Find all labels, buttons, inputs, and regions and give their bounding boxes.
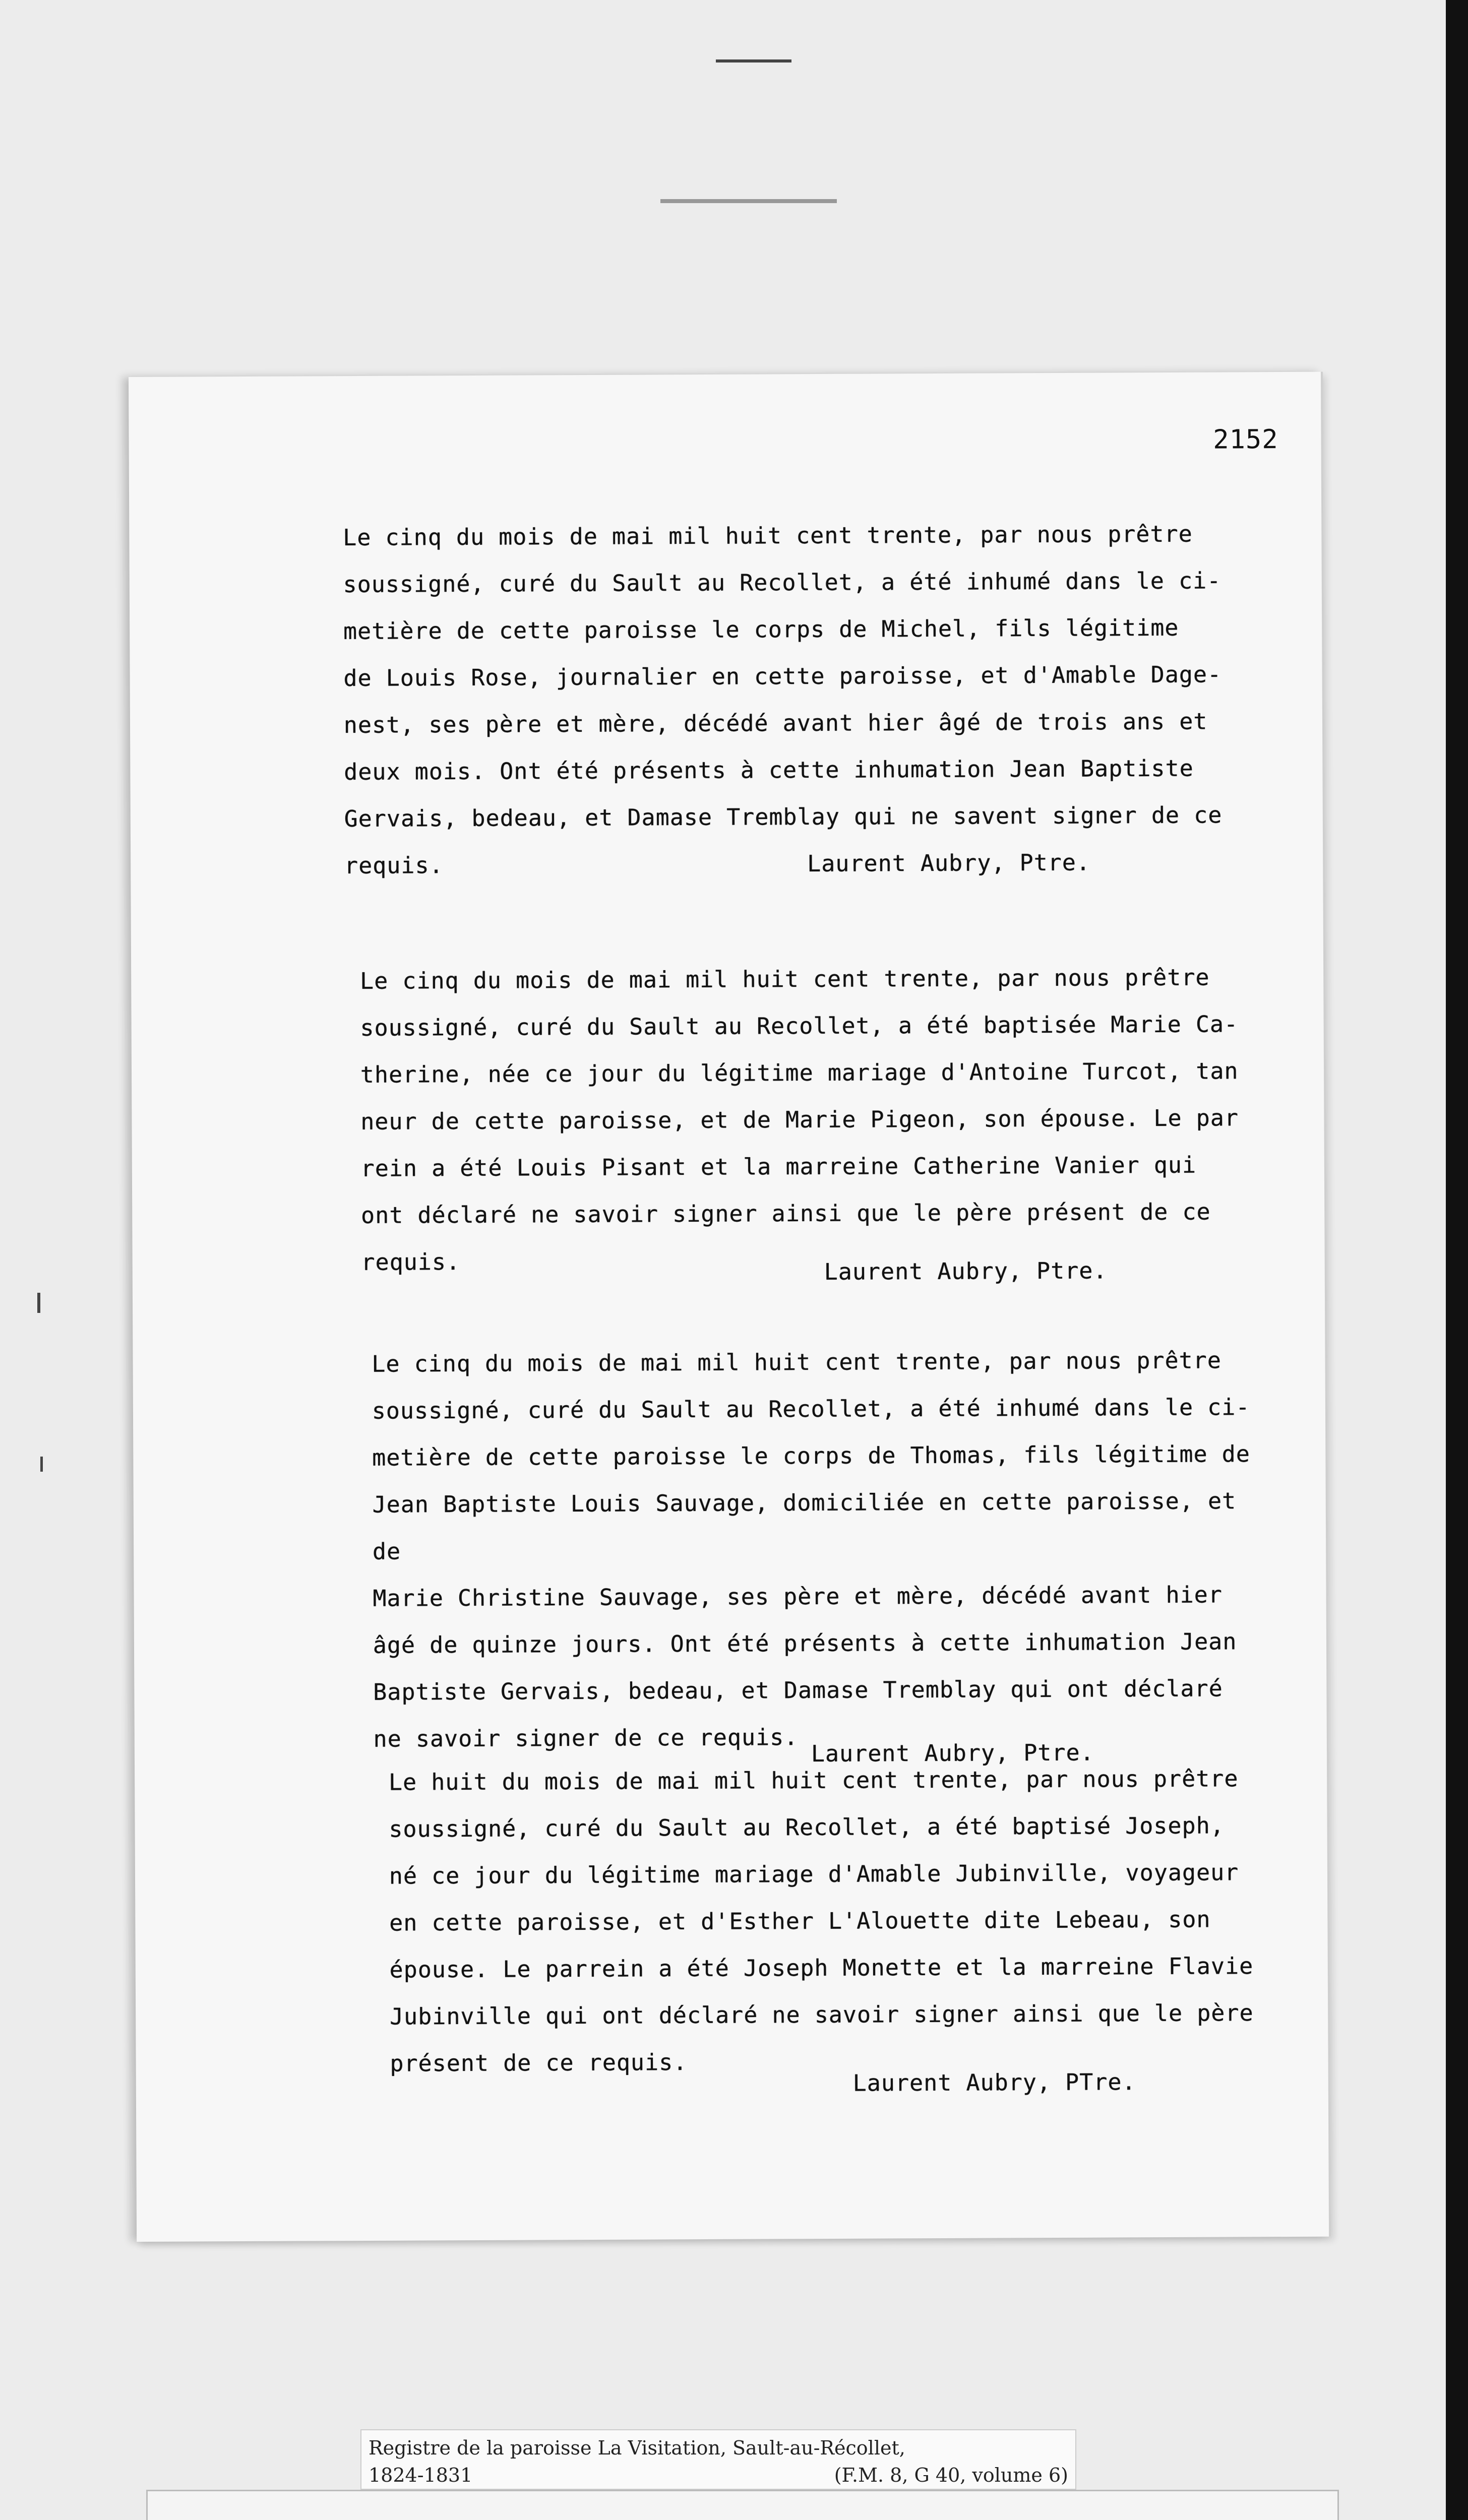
entry-line: en cette paroisse, et d'Esther L'Alouette dite Lebeau, son — [389, 1906, 1211, 1936]
entry-line: soussigné, curé du Sault au Recollet, a été inhumé dans le ci- — [343, 567, 1221, 598]
public-archives-stamp — [146, 2490, 1339, 2520]
entry-line: épouse. Le parrein a été Joseph Monette et la marreine Flavie — [389, 1952, 1254, 1983]
entry-line: âgé de quinze jours. Ont été présents à cette inhumation Jean — [373, 1628, 1237, 1659]
register-entry — [343, 510, 1232, 889]
entry-line: metière de cette paroisse le corps de Michel, fils légitime — [343, 614, 1179, 645]
catalog-years: 1824-1831 — [369, 2464, 473, 2486]
entry-line: requis. — [344, 852, 444, 879]
entry-line: soussigné, curé du Sault au Recollet, a été baptisé Joseph, — [389, 1812, 1225, 1843]
entry-line: requis. — [361, 1248, 461, 1276]
entry-line: Marie Christine Sauvage, ses père et mère, décédé avant hier — [373, 1581, 1223, 1612]
entry-line: ont déclaré ne savoir signer ainsi que le père présent de ce — [360, 1198, 1211, 1229]
entry-line: présent de ce requis. — [390, 2049, 688, 2077]
register-entry — [389, 1755, 1277, 2109]
entry-signature: Laurent Aubry, Ptre. — [811, 1739, 1094, 1767]
entry-line: therine, née ce jour du légitime mariage d'Antoine Turcot, tan — [360, 1057, 1239, 1088]
page-number: 2152 — [1213, 424, 1278, 455]
entry-line: Le huit du mois de mai mil huit cent trente, par nous prêtre — [388, 1765, 1239, 1796]
entry-signature: Laurent Aubry, Ptre. — [807, 849, 1091, 877]
entry-line: neur de cette paroisse, et de Marie Pigeon, son épouse. Le par — [360, 1104, 1239, 1135]
entry-line: soussigné, curé du Sault au Recollet, a été inhumé dans le ci- — [372, 1394, 1250, 1424]
entry-line: Le cinq du mois de mai mil huit cent trente, par nous prêtre — [372, 1347, 1222, 1377]
register-entry — [372, 1337, 1261, 1779]
entry-signature: Laurent Aubry, PTre. — [852, 2068, 1136, 2097]
entry-line: né ce jour du légitime mariage d'Amable Jubinville, voyageur — [389, 1859, 1239, 1889]
entry-line: Baptiste Gervais, bedeau, et Damase Tremblay qui ont déclaré — [373, 1675, 1223, 1706]
entry-line: Le cinq du mois de mai mil huit cent trente, par nous prêtre — [359, 964, 1210, 994]
entry-line: metière de cette paroisse le corps de Thomas, fils légitime de — [372, 1440, 1251, 1471]
entry-line: rein a été Louis Pisant et la marreine Catherine Vanier qui — [360, 1151, 1197, 1182]
catalog-reference-label — [360, 2429, 1076, 2490]
entry-line: Jubinville qui ont déclaré ne savoir signer ainsi que le père — [389, 1999, 1254, 2030]
entry-line: soussigné, curé du Sault au Recollet, a été baptisée Marie Ca- — [360, 1011, 1239, 1041]
entry-line: ne savoir signer de ce requis. — [373, 1724, 799, 1752]
catalog-volume: (F.M. 8, G 40, volume 6) — [834, 2464, 1068, 2486]
entry-line: Gervais, bedeau, et Damase Tremblay qui ne savent signer de ce — [344, 801, 1222, 832]
entry-line: Jean Baptiste Louis Sauvage, domiciliée en cette paroisse, et de — [372, 1487, 1237, 1565]
entry-line: Le cinq du mois de mai mil huit cent trente, par nous prêtre — [343, 520, 1193, 551]
catalog-line-1: Registre de la paroisse La Visitation, Sault-au-Récollet, — [369, 2437, 905, 2459]
entry-line: deux mois. Ont été présents à cette inhumation Jean Baptiste — [344, 754, 1194, 785]
entry-line: de Louis Rose, journalier en cette paroisse, et d'Amable Dage- — [343, 661, 1222, 691]
entry-signature: Laurent Aubry, Ptre. — [824, 1257, 1108, 1285]
register-entry — [360, 954, 1249, 1297]
entry-line: nest, ses père et mère, décédé avant hier âgé de trois ans et — [343, 708, 1208, 738]
